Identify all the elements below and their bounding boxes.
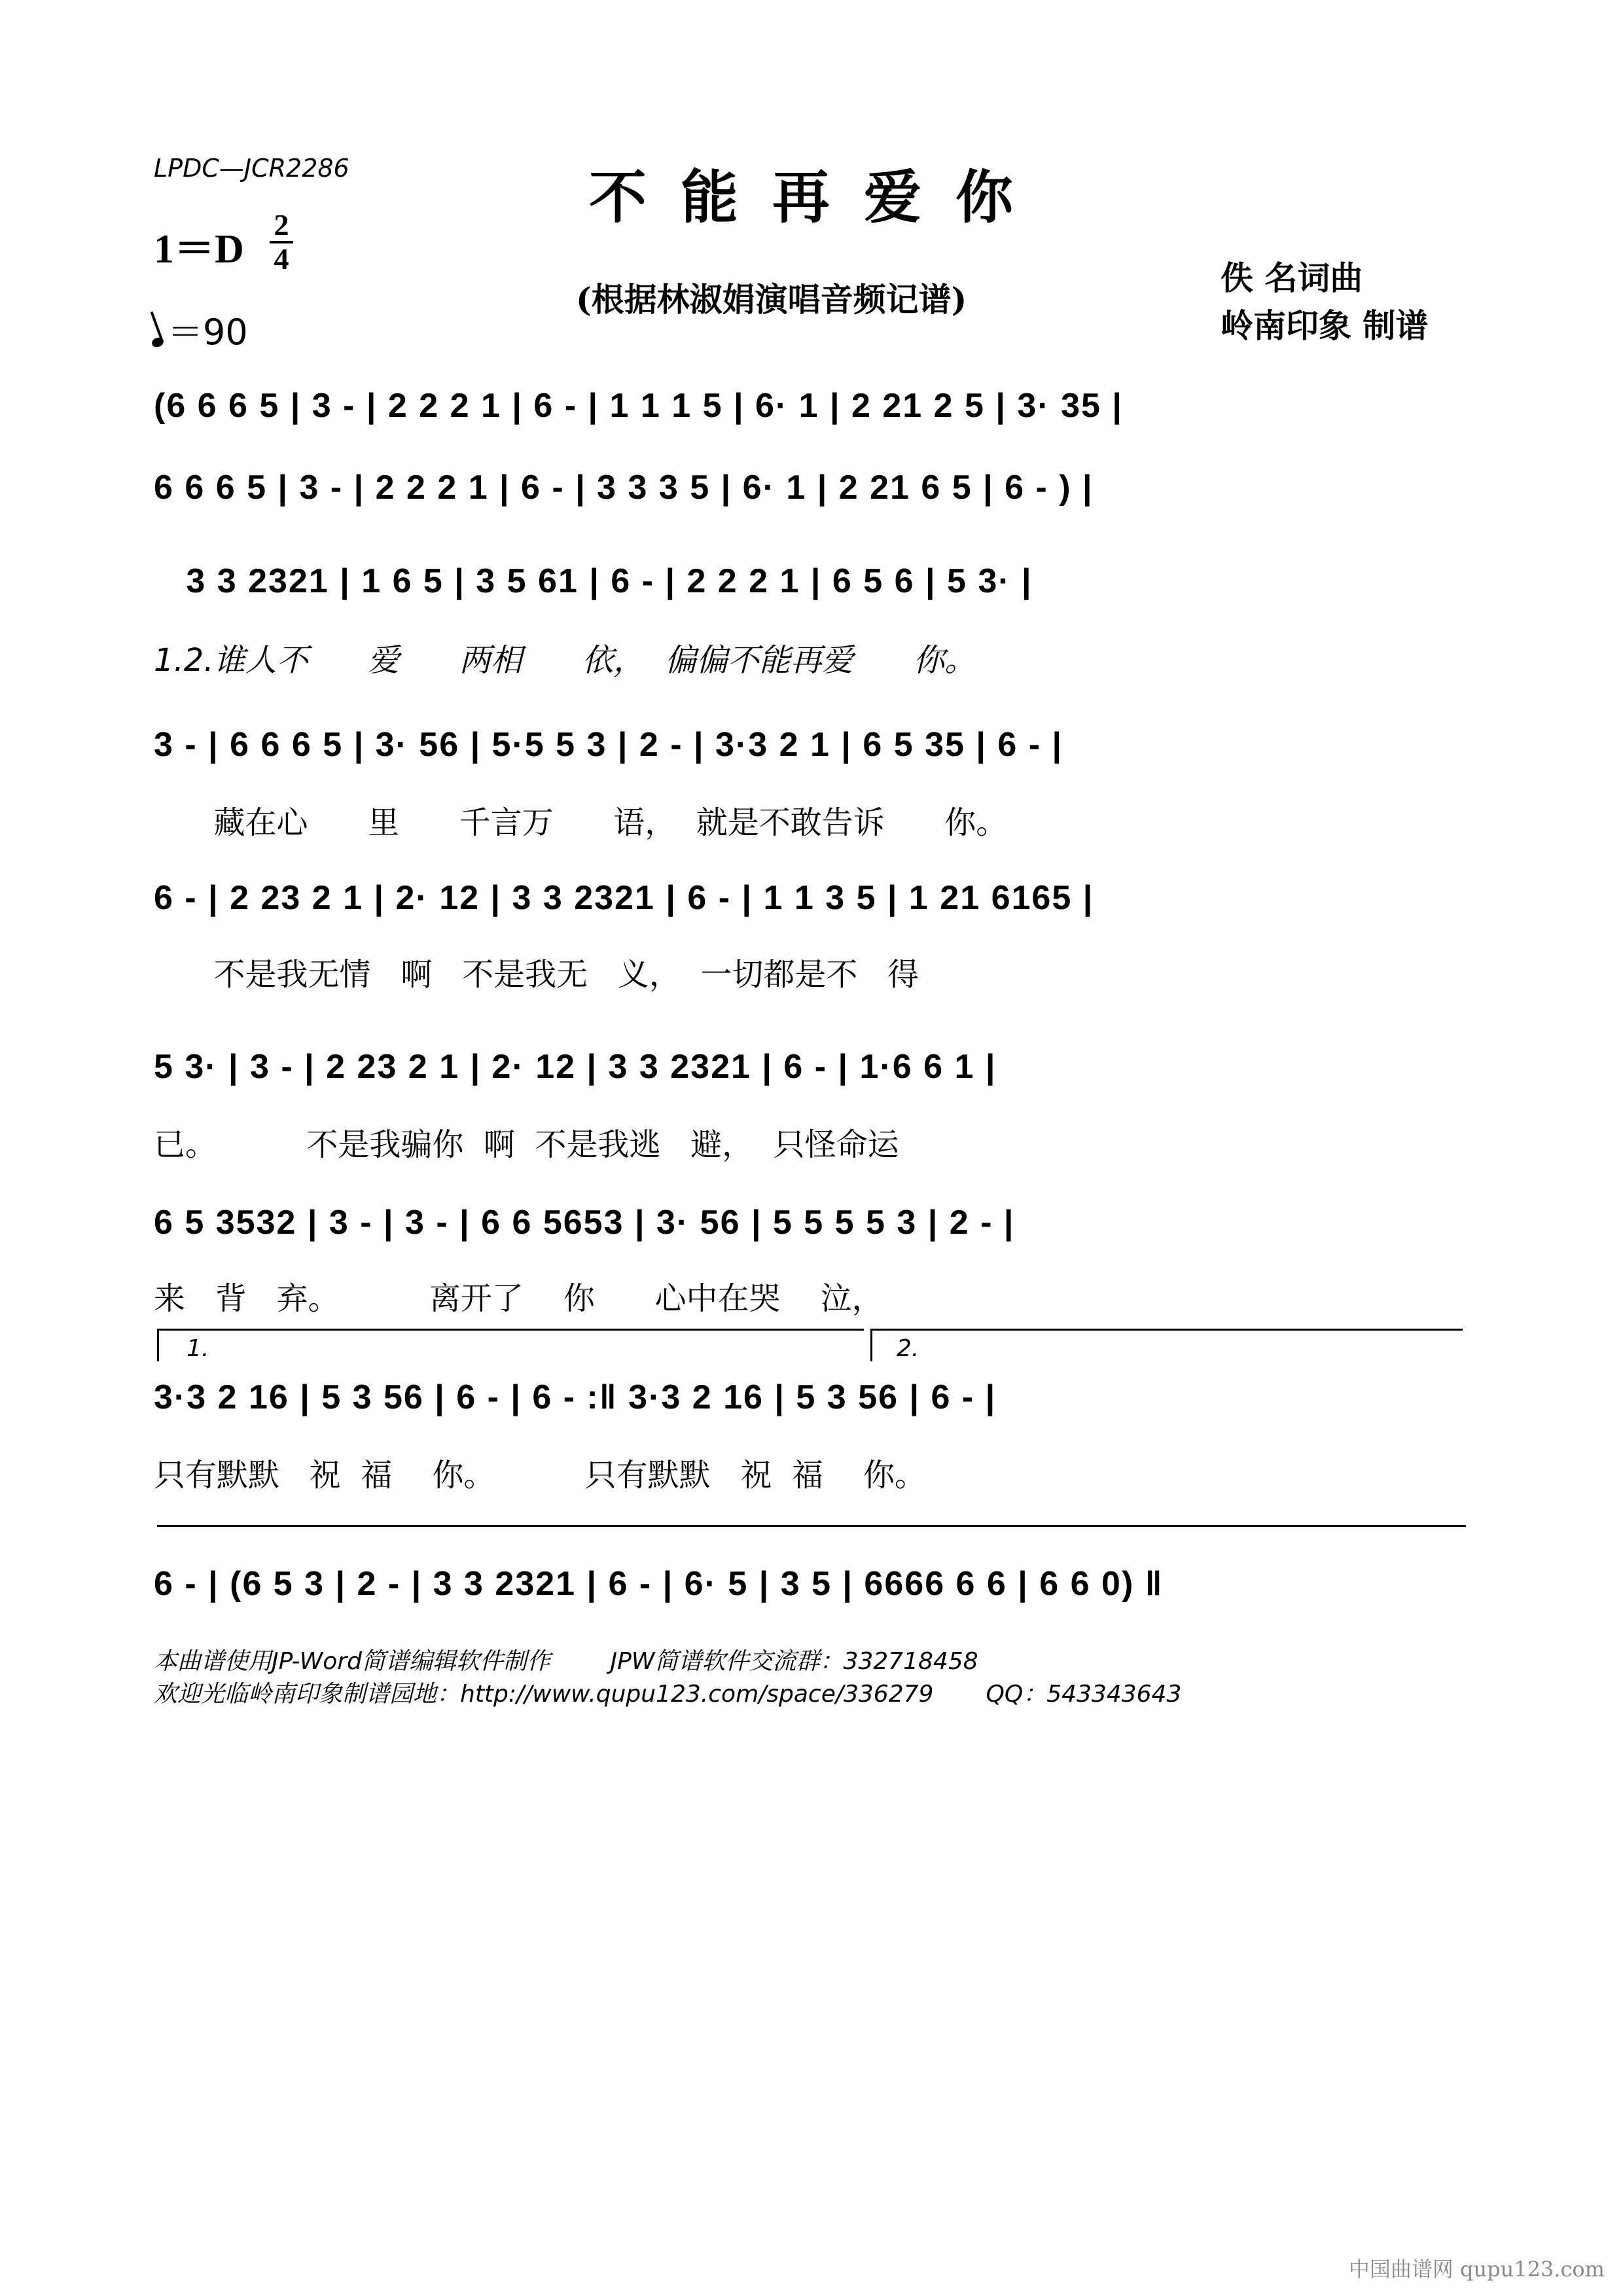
volta-label-2: 2. <box>897 1335 919 1362</box>
music-line: 5 3· | 3 - | 2 23 2 1 | 2· 12 | 3 3 2321 | 6 - | 1·6 6 1 | <box>154 1048 997 1086</box>
subtitle: (根据林淑娟演唱音频记谱) <box>576 280 967 319</box>
volta-bracket-1-edge <box>157 1329 159 1361</box>
time-top: 2 <box>274 208 289 242</box>
music-line: 3 - | 6 6 6 5 | 3· 56 | 5·5 5 3 | 2 - | 3·3 2 1 | 6 5 35 | 6 - | <box>154 726 1063 764</box>
volta-label-1: 1. <box>187 1335 209 1362</box>
music-line: 6 - | (6 5 3 | 2 - | 3 3 2321 | 6 - | 6· 5 | 3 5 | 6666 6 6 | 6 6 0) ‖ <box>154 1565 1164 1603</box>
page-title: 不能再爱你 <box>589 163 1048 231</box>
credit-lyrics-music: 佚 名词曲 <box>1221 259 1363 297</box>
tempo-marking <box>152 304 248 355</box>
tempo-value: ＝90 <box>168 312 248 353</box>
music-line: (6 6 6 5 | 3 - | 2 2 2 1 | 6 - | 1 1 1 5 | 6· 1 | 2 21 2 5 | 3· 35 | <box>154 387 1123 425</box>
lyric-line: 不是我无情 啊 不是我无 义， 一切都是不 得 <box>154 956 919 993</box>
music-line: 6 6 6 5 | 3 - | 2 2 2 1 | 6 - | 3 3 3 5 | 6· 1 | 2 21 6 5 | 6 - ) | <box>154 469 1094 507</box>
music-line: 3·3 2 16 | 5 3 56 | 6 - | 6 - :‖ 3·3 2 16 | 5 3 56 | 6 - | <box>154 1378 997 1416</box>
score-code: LPDC—JCR2286 <box>154 154 349 183</box>
lyric-line: 来 背 弃。 离开了 你 心中在哭 泣， <box>154 1280 883 1317</box>
music-line: 6 5 3532 | 3 - | 3 - | 6 6 5653 | 3· 56 | 5 5 5 5 3 | 2 - | <box>154 1204 1015 1242</box>
key-signature: 1＝D <box>154 227 244 272</box>
quarter-note-icon <box>151 336 165 348</box>
time-signature <box>270 208 293 276</box>
footer-line: 欢迎光临岭南印象制谱园地：http://www.qupu123.com/space/336279 QQ：543343643 <box>154 1681 1182 1708</box>
time-bottom: 4 <box>274 242 289 276</box>
volta-bracket-1 <box>157 1329 864 1331</box>
lyric-line: 只有默默 祝 福 你。 只有默默 祝 福 你。 <box>154 1457 926 1494</box>
lyric-line: 藏在心 里 千言万 语， 就是不敢告诉 你。 <box>154 804 1008 841</box>
lyric-line: 1.2.谁人不 爱 两相 依， 偏偏不能再爱 你。 <box>154 642 976 679</box>
footer-line: 本曲谱使用JP-Word简谱编辑软件制作 JPW简谱软件交流群：332718458 <box>154 1648 978 1675</box>
tie-line <box>157 1525 1466 1527</box>
music-line: 6 - | 2 23 2 1 | 2· 12 | 3 3 2321 | 6 - | 1 1 3 5 | 1 21 6165 | <box>154 879 1094 917</box>
volta-bracket-2 <box>870 1329 1463 1331</box>
music-line: 3 3 2321 | 1 6 5 | 3 5 61 | 6 - | 2 2 2 1 | 6 5 6 | 5 3· | <box>154 562 1033 600</box>
lyric-line: 已。 不是我骗你 啊 不是我逃 避， 只怪命运 <box>154 1126 899 1163</box>
watermark: 中国曲谱网 qupu123.com <box>1348 2257 1605 2282</box>
credit-transcriber: 岭南印象 制谱 <box>1221 306 1429 345</box>
volta-bracket-2-edge <box>870 1329 872 1361</box>
